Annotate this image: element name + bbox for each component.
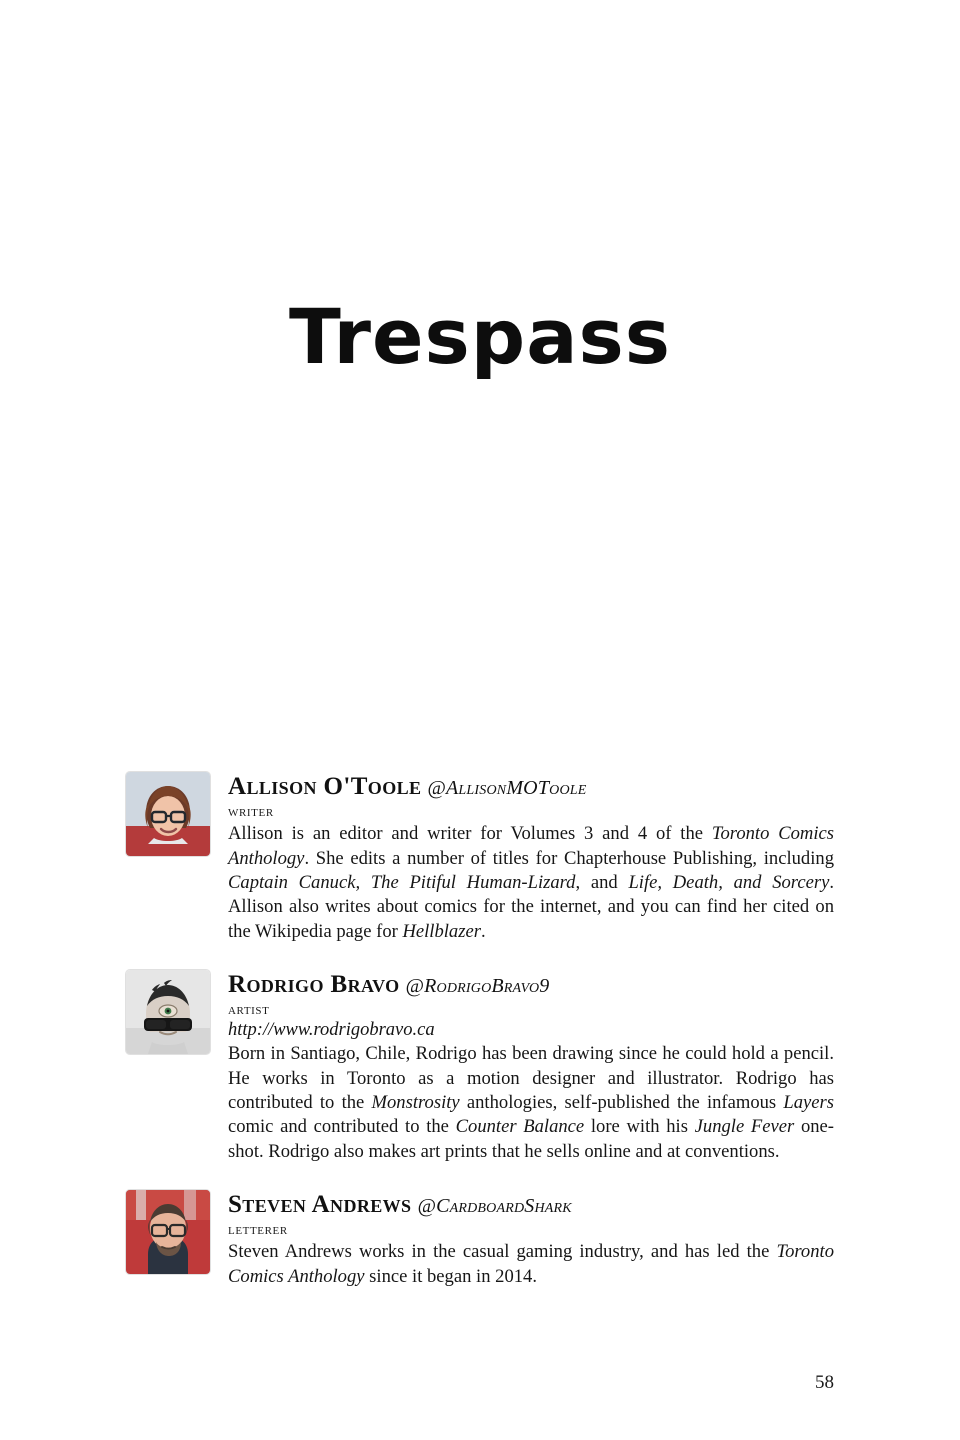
contributor-name-line bbox=[228, 1192, 834, 1218]
contributor-name-line bbox=[228, 774, 834, 800]
contributor-role: letterer bbox=[228, 1221, 288, 1239]
contributor-entry bbox=[126, 772, 834, 944]
contributor-entry bbox=[126, 1190, 834, 1289]
contributor-handle: @RodrigoBravo9 bbox=[405, 974, 550, 997]
contributor-role: artist bbox=[228, 1001, 270, 1019]
avatar-rodrigo-bravo bbox=[126, 970, 210, 1054]
contributor-role: writer bbox=[228, 803, 274, 821]
contributors-list bbox=[126, 772, 834, 1315]
contributor-url[interactable]: http://www.rodrigobravo.ca bbox=[228, 1020, 435, 1041]
contributor-bio-text: Born in Santiago, Chile, Rodrigo has been drawing since he could hold a pencil. He works in Toronto as a motion designer and illustrator. Rodrigo has contributed to the Monstrosity anthologies, self-published the infamous Layers comic and contributed to the Counter Balance lore with his Jungle Fever one-shot. Rodrigo also makes art prints that he sells online and at conventions. bbox=[228, 1043, 835, 1162]
avatar-allison-otoole bbox=[126, 772, 210, 856]
contributor-body bbox=[228, 1190, 834, 1289]
contributor-bio-text: Allison is an editor and writer for Volumes 3 and 4 of the Toronto Comics Anthology. She edits a number of titles for Chapterhouse Publishing, including Captain Canuck, The Pitiful Human-Lizard, and Life, Death, and Sorcery. Allison also writes about comics for the internet, and you can find her cited on the Wikipedia page for Hellblazer. bbox=[228, 823, 835, 942]
contributor-entry bbox=[126, 970, 834, 1164]
contributor-body bbox=[228, 970, 834, 1164]
contributor-bio-text: Steven Andrews works in the casual gaming industry, and has led the Toronto Comics Anthology since it began in 2014. bbox=[228, 1241, 834, 1287]
contributor-body bbox=[228, 772, 834, 944]
page-title: Trespass bbox=[289, 292, 671, 381]
contributor-name: Steven Andrews bbox=[228, 1190, 412, 1218]
contributor-name-line bbox=[228, 972, 834, 998]
avatar-steven-andrews bbox=[126, 1190, 210, 1274]
contributor-handle: @CardboardShark bbox=[417, 1194, 572, 1217]
contributor-name: Allison O'Toole bbox=[228, 773, 422, 800]
page-number: 58 bbox=[815, 1372, 834, 1393]
contributor-name: Rodrigo Bravo bbox=[228, 970, 400, 998]
contributor-handle: @AllisonMOToole bbox=[427, 777, 587, 799]
